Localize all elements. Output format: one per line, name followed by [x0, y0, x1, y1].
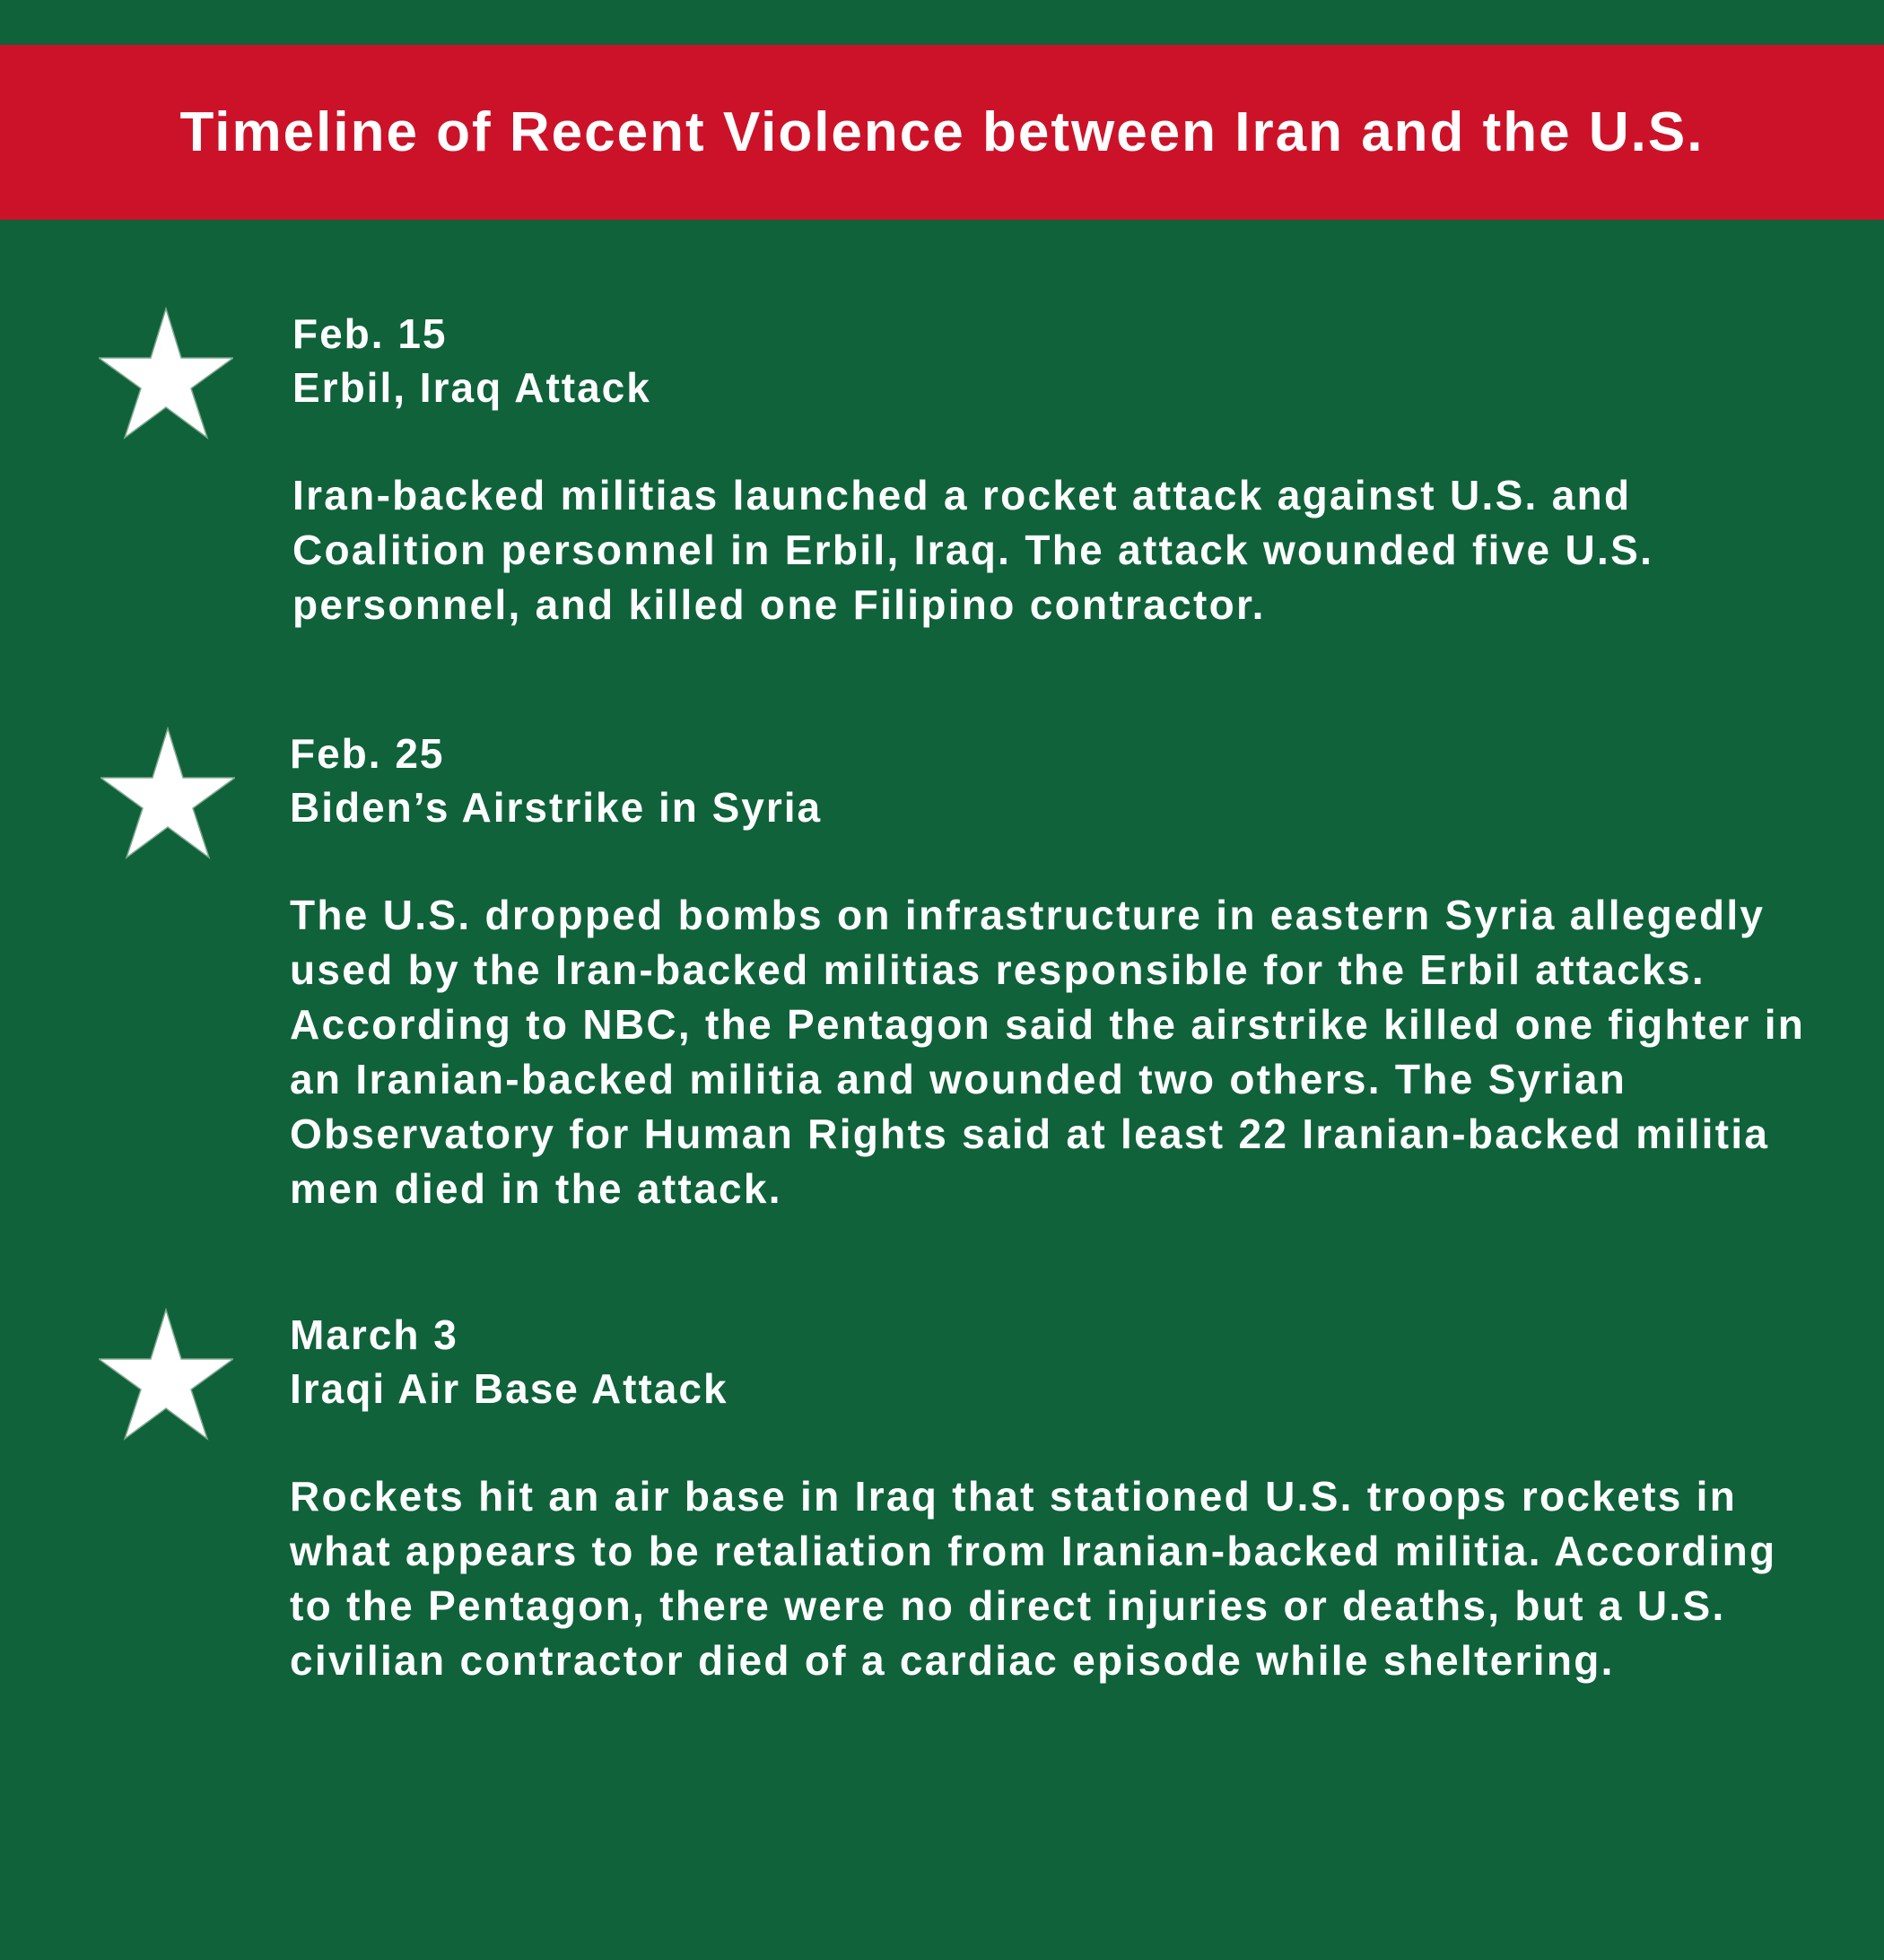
event-heading: Iraqi Air Base Attack: [290, 1365, 728, 1412]
event-text: [292, 307, 1836, 632]
star-icon-graphic: [99, 1308, 233, 1441]
event-description: Iran-backed militias launched a rocket attack against U.S. and Coalition personnel in Erbil, Iraq. The attack wounded five U.S. personnel, and killed one Filipino contractor.: [292, 472, 1654, 628]
event-text: [290, 1308, 1833, 1688]
event-date: Feb. 15: [292, 310, 448, 357]
event-description: Rockets hit an air base in Iraq that stationed U.S. troops rockets in what appears to be retaliation from Iranian-backed militia. According to the Pentagon, there were no direct injuries or deaths, but a U.S. civilian contractor died of a cardiac episode while sheltering.: [290, 1473, 1777, 1684]
event-heading: Biden’s Airstrike in Syria: [290, 784, 823, 831]
star-icon-graphic: [99, 307, 233, 440]
event-date: March 3: [290, 1311, 458, 1358]
star-icon: [99, 307, 233, 440]
event-description: The U.S. dropped bombs on infrastructure in eastern Syria allegedly used by the Iran-backed militias responsible for the Erbil attacks. According to NBC, the Pentagon said the airstrike killed one fighter in an Iranian-backed militia and wounded two others. The Syrian Observatory for Human Rights said at least 22 Iranian-backed militia men died in the attack.: [290, 892, 1806, 1212]
star-icon: [99, 1308, 233, 1441]
event-text: [290, 727, 1833, 1216]
title-banner: [0, 45, 1884, 220]
star-icon-graphic: [100, 727, 235, 859]
page-title: Timeline of Recent Violence between Iran and the U.S.: [179, 101, 1705, 163]
event-heading: Erbil, Iraq Attack: [292, 364, 651, 411]
event-date: Feb. 25: [290, 730, 445, 777]
star-icon: [100, 727, 235, 859]
